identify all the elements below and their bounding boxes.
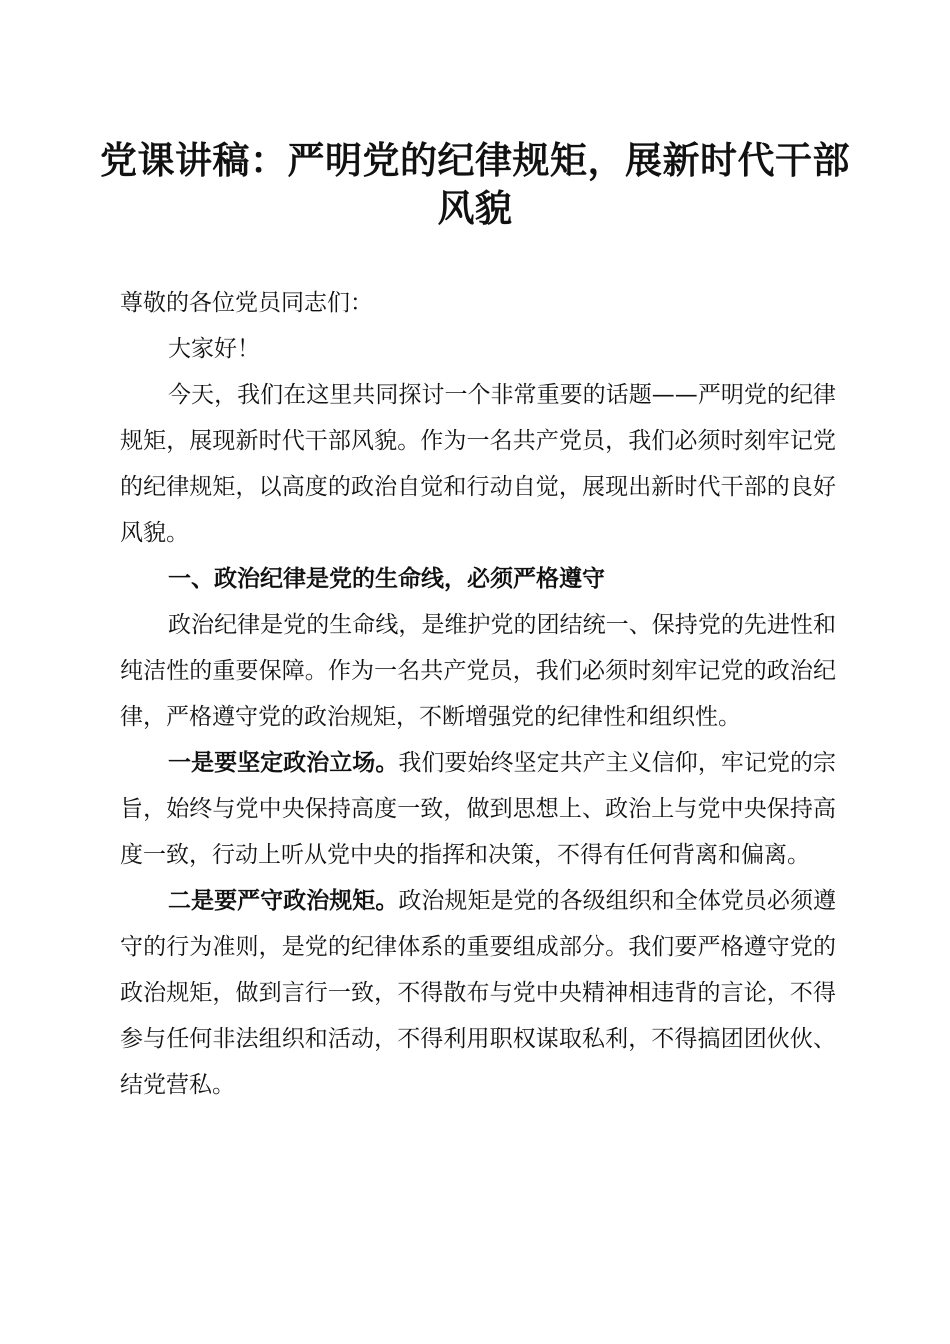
greeting: 大家好！	[168, 336, 260, 362]
point-1-lead: 一是要坚定政治立场。	[168, 750, 399, 776]
salutation: 尊敬的各位党员同志们：	[120, 290, 373, 316]
document-body	[120, 280, 836, 1108]
point-1-text: 我们要始终坚定共产主义信仰，牢记党的宗旨，始终与党中央保持高度一致，做到思想上、政治上与党中央保持高度一致，行动上听从党中央的指挥和决策，不得有任何背离和偏离。	[120, 750, 837, 868]
intro-paragraph: 今天，我们在这里共同探讨一个非常重要的话题——严明党的纪律规矩，展现新时代干部风貌。作为一名共产党员，我们必须时刻牢记党的纪律规矩，以高度的政治自觉和行动自觉，展现出新时代干部的良好风貌。	[120, 382, 836, 546]
point-2-paragraph	[120, 878, 836, 1108]
section-heading-1: 一、政治纪律是党的生命线，必须严格遵守	[168, 566, 605, 592]
point-1-paragraph	[120, 740, 836, 878]
document-title: 党课讲稿：严明党的纪律规矩，展新时代干部风貌	[100, 138, 850, 230]
section-1-paragraph: 政治纪律是党的生命线，是维护党的团结统一、保持党的先进性和纯洁性的重要保障。作为一名共产党员，我们必须时刻牢记党的政治纪律，严格遵守党的政治规矩，不断增强党的纪律性和组织性。	[120, 612, 836, 730]
point-2-lead: 二是要严守政治规矩。	[168, 888, 399, 914]
point-2-text: 政治规矩是党的各级组织和全体党员必须遵守的行为准则，是党的纪律体系的重要组成部分。我们要严格遵守党的政治规矩，做到言行一致，不得散布与党中央精神相违背的言论，不得参与任何非法组织和活动，不得利用职权谋取私利，不得搞团团伙伙、结党营私。	[120, 888, 837, 1098]
